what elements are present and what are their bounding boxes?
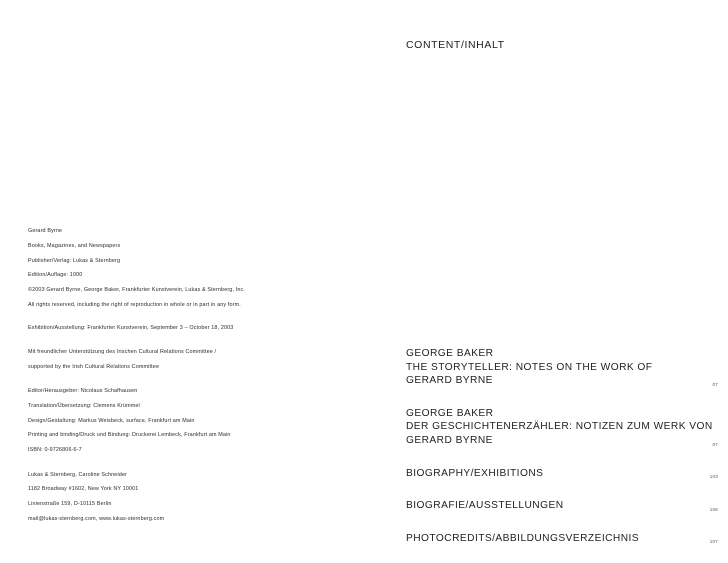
colophon-line: Gerard Byrne <box>28 228 63 234</box>
table-of-contents <box>406 347 718 563</box>
toc-entry[interactable] <box>406 347 718 388</box>
toc-entry-title-line2: GERARD BYRNE <box>406 434 493 446</box>
toc-entry-title: PHOTOCREDITS/ABBILDUNGSVERZEICHNIS <box>406 532 640 544</box>
page-title: CONTENT/INHALT <box>406 39 505 51</box>
colophon-publisher-line: Linienstraße 159, D-10115 Berlin <box>28 501 112 508</box>
colophon-line: Books, Magazines, and Newspapers <box>28 242 121 249</box>
colophon-line: ©2003 Gerard Byrne, George Baker, Frankfurter Kunstverein, Lukas & Sternberg, Inc. <box>28 287 246 294</box>
toc-entry[interactable] <box>406 532 718 546</box>
colophon-line: Edition/Auflage: 1000 <box>28 272 83 279</box>
colophon-isbn: ISBN: 0-9726806-6-7 <box>28 447 82 454</box>
toc-entry-title: BIOGRAFIE/AUSSTELLUNGEN <box>406 500 564 512</box>
colophon-support-line: Mit freundlicher Unterstützung des Irischen Cultural Relations Committee / <box>28 348 217 355</box>
colophon-contact-line: mail@lukas-sternberg.com, www.lukas-sternberg.com <box>28 515 165 522</box>
toc-page-number: 07 <box>712 381 718 387</box>
colophon-block <box>28 229 358 532</box>
toc-entry-author: GEORGE BAKER <box>406 348 494 359</box>
colophon-credit-line: Design/Gestaltung: Markus Weisbeck, surface, Frankfurt am Main <box>28 417 195 424</box>
toc-page-number: 105 <box>709 506 718 512</box>
colophon-credit-line: Printing and binding/Druck und Bindung: Druckerei Lembeck, Frankfurt am Main <box>28 432 231 439</box>
toc-page-number: 107 <box>709 539 718 545</box>
colophon-line: Publisher/Verlag: Lukas & Sternberg <box>28 257 121 264</box>
colophon-line: All rights reserved, including the right of reproduction in whole or in part in any form. <box>28 301 241 308</box>
colophon-publisher-line: Lukas & Sternberg, Caroline Schneider <box>28 471 128 478</box>
colophon-credit-line: Translation/Übersetzung: Clemens Krümmel <box>28 402 140 409</box>
toc-entry[interactable] <box>406 407 718 448</box>
toc-entry-title: BIOGRAPHY/EXHIBITIONS <box>406 467 544 479</box>
toc-entry-title-line1: THE STORYTELLER: NOTES ON THE WORK OF <box>406 361 653 373</box>
colophon-credit-line: Editor/Herausgeber: Nicolaus Schafhausen <box>28 388 138 394</box>
toc-page-number: 103 <box>709 474 718 480</box>
toc-entry-title-line2: GERARD BYRNE <box>406 375 493 387</box>
colophon-support-line: supported by the Irish Cultural Relations Committee <box>28 363 160 370</box>
colophon-publisher-line: 1182 Broadway #1602, New York NY 10001 <box>28 486 139 493</box>
toc-page-number: 07 <box>712 441 718 447</box>
toc-entry-author: GEORGE BAKER <box>406 407 494 419</box>
toc-entry-title-line1: DER GESCHICHTENERZÄHLER: NOTIZEN ZUM WERK VON <box>406 421 713 433</box>
colophon-exhibition-line: Exhibition/Ausstellung: Frankfurter Kunstverein, September 3 – October 18, 2003 <box>28 325 234 332</box>
toc-entry[interactable] <box>406 499 718 513</box>
toc-entry[interactable] <box>406 467 718 481</box>
